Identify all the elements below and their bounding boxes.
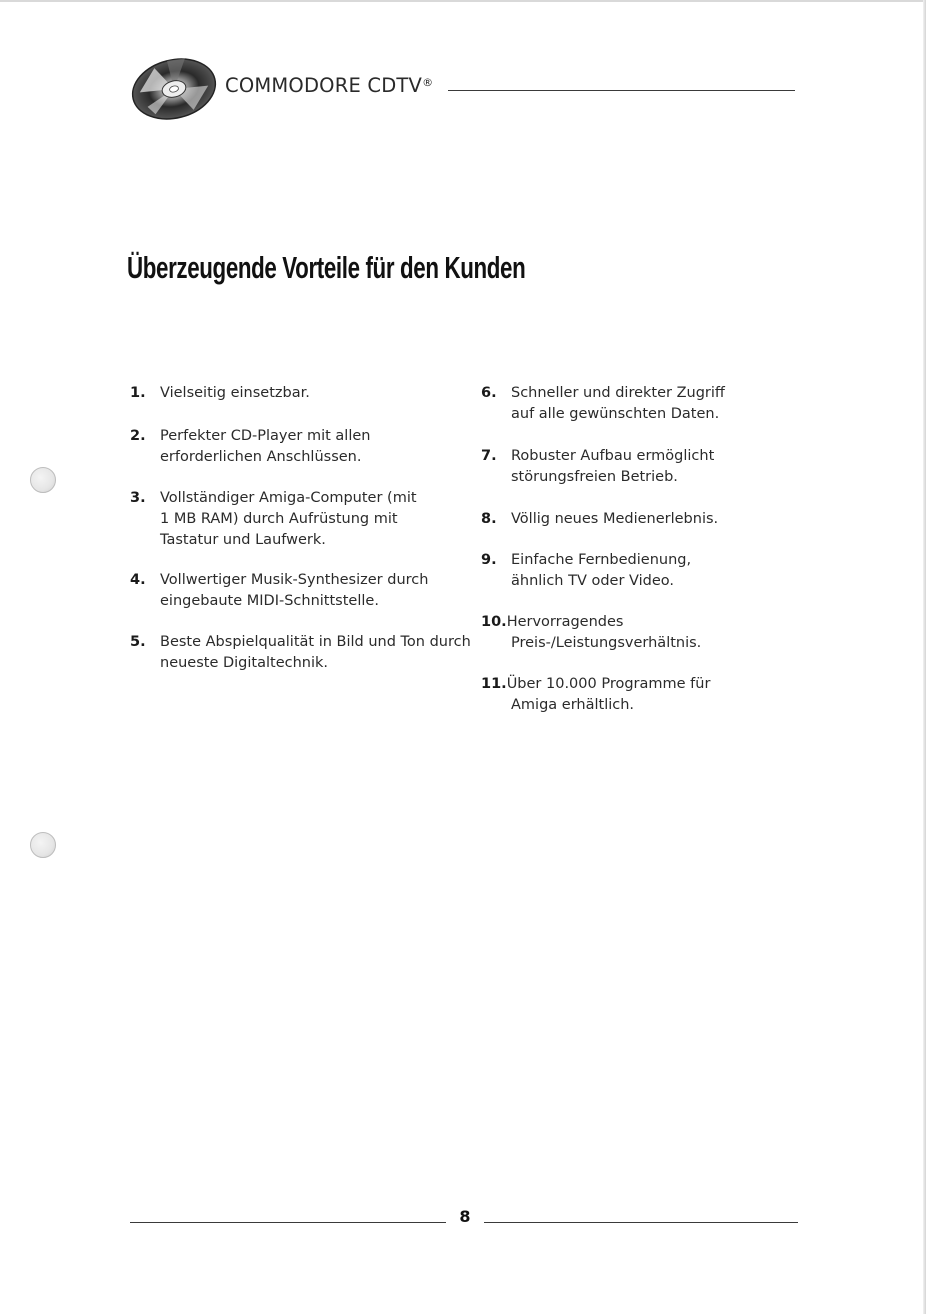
list-item [130,426,390,468]
item-text: Schneller und direkter Zugriff auf alle gewünschten Daten. [511,385,725,422]
list-item [130,632,480,674]
item-text: Über 10.000 Programme für [506,676,711,692]
page-header [130,50,795,125]
item-number: 8. [481,511,497,527]
item-number: 5. [130,634,146,650]
scan-edge [0,0,926,2]
item-text: Völlig neues Medienerlebnis. [511,511,719,527]
item-text: Einfache Fernbedienung, ähnlich TV oder Video. [511,552,692,589]
footer-rule-left [130,1222,446,1223]
brand-name: COMMODORE CDTV® [225,74,434,97]
item-text: Vollwertiger Musik-Synthesizer durch eingebaute MIDI-Schnittstelle. [160,572,429,609]
list-item [481,550,711,592]
item-text-continued: Preis-/Leistungsverhältnis. [511,635,702,651]
item-text: Perfekter CD-Player mit allen erforderlichen Anschlüssen. [160,428,371,465]
item-number: 7. [481,448,497,464]
advantages-list-right [481,383,781,716]
footer-rule-right [484,1222,798,1223]
item-number: 1. [130,385,146,401]
item-text-continued: Amiga erhältlich. [511,697,635,713]
list-item [130,488,420,551]
item-text: Vollständiger Amiga-Computer (mit 1 MB RAM) durch Aufrüstung mit Tastatur und Laufwerk. [160,490,417,548]
item-number: 9. [481,552,497,568]
item-text: Robuster Aufbau ermöglicht störungsfreien Betrieb. [511,448,715,485]
item-number: 6. [481,385,497,401]
punch-hole [30,832,56,858]
header-rule [448,90,795,91]
advantages-list-left [130,383,471,674]
punch-hole [30,467,56,493]
item-number: 2. [130,428,146,444]
list-item [130,570,440,612]
item-number: 11. [481,676,507,692]
list-item [481,612,781,654]
item-text: Hervorragendes [506,614,624,630]
item-number: 3. [130,490,146,506]
list-item [481,674,781,716]
page-number: 8 [459,1207,471,1226]
item-text: Vielseitig einsetzbar. [160,385,310,401]
list-item [130,383,460,404]
item-text: Beste Abspielqualität in Bild und Ton durch neueste Digitaltechnik. [160,634,471,671]
item-number: 4. [130,572,146,588]
page-title: Überzeugende Vorteile für den Kunden [127,250,526,285]
list-item [481,446,731,488]
list-item [481,383,741,425]
list-item [481,509,771,530]
cd-disc-icon [130,54,218,124]
item-number: 10. [481,614,507,630]
